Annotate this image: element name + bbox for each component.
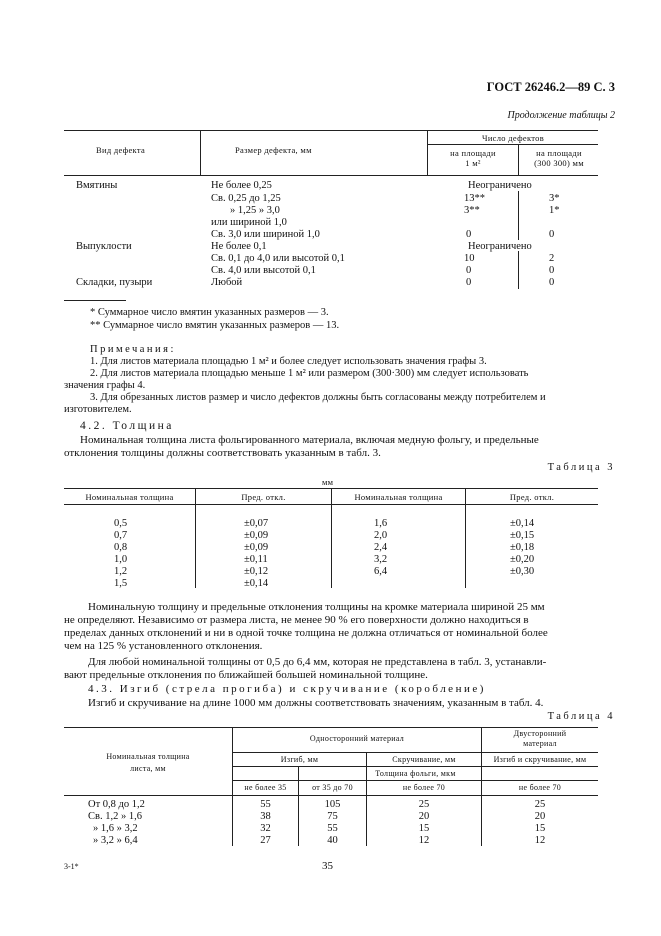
defect-size: Любой [211, 277, 243, 288]
defect-size: или шириной 1,0 [211, 217, 287, 228]
thickness-value: 3,2 [374, 554, 388, 565]
defect-count: 1* [549, 205, 560, 216]
tolerance-value: ±0,15 [510, 530, 535, 541]
tolerance-value: ±0,30 [510, 566, 535, 577]
thickness-value: 0,7 [114, 530, 128, 541]
defect-count-unlimited: Неограничено [468, 241, 532, 252]
row-thickness-range: » 3,2 » 6,4 [93, 835, 138, 846]
th-defect-size: Размер дефекта, мм [235, 145, 312, 155]
defect-count: 0 [466, 265, 472, 276]
section-4-3-heading: 4.3. Изгиб (стрела прогиба) и скручивание (коробление) [88, 683, 486, 695]
rule [331, 488, 332, 588]
defect-count: 3** [464, 205, 480, 216]
section-4-2-text-cont: отклонения толщины должны соответствовать указанным в табл. 3. [64, 447, 381, 459]
thickness-paragraph-2-line: вают предельные отклонения по ближайшей большей номинальной толщине. [64, 669, 428, 681]
th-two-sided-material-cont: материал [523, 739, 557, 748]
defect-size: Не более 0,1 [211, 241, 267, 252]
defect-size: Св. 0,25 до 1,25 [211, 193, 281, 204]
footnote-rule [64, 300, 126, 301]
th-area-300-unit: (300 300) мм [534, 158, 584, 168]
rule [232, 780, 598, 781]
th-nominal-thickness: Номинальная толщина [85, 492, 174, 502]
th-area-300: на площади [536, 148, 582, 158]
defect-type-folds: Складки, пузыри [76, 277, 153, 288]
tolerance-value: ±0,09 [244, 542, 269, 553]
bend-value: 105 [324, 799, 341, 810]
rule [195, 488, 196, 588]
th-one-sided-material: Односторонний материал [309, 734, 405, 743]
row-thickness-range: От 0,8 до 1,2 [88, 799, 145, 810]
th-area-1m2-unit: 1 м² [465, 158, 481, 168]
rule [465, 488, 466, 588]
note-2-cont: значения графы 4. [64, 380, 146, 391]
rule [427, 144, 598, 145]
tolerance-value: ±0,14 [244, 578, 269, 589]
thickness-paragraph-line: не определяют. Независимо от размера листа, не менее 90 % его поверхности должно находиться в [64, 614, 529, 626]
table-continuation-label: Продолжение таблицы 2 [507, 110, 615, 121]
note-1: 1. Для листов материала площадью 1 м² и более следует использовать значения графы 3. [90, 356, 487, 367]
tolerance-value: ±0,09 [244, 530, 269, 541]
section-4-3-text: Изгиб и скручивание на длине 1000 мм должны соответствовать значениям, указанным в табл. 4. [88, 697, 544, 709]
defect-size: » 1,25 » 3,0 [230, 205, 280, 216]
defect-size: Не более 0,25 [211, 180, 272, 191]
bend-value: 38 [260, 811, 271, 822]
tolerance-value: ±0,12 [244, 566, 269, 577]
twist-value: 25 [418, 799, 430, 810]
twist-value: 20 [418, 811, 430, 822]
rule [518, 191, 519, 240]
rule [518, 251, 519, 289]
tolerance-value: ±0,20 [510, 554, 535, 565]
bend-value: 55 [260, 799, 271, 810]
defect-size: Св. 4,0 или высотой 0,1 [211, 265, 316, 276]
page-number: 35 [322, 860, 333, 872]
thickness-value: 0,5 [114, 518, 128, 529]
rule [232, 752, 598, 753]
th-nominal-thickness: Номинальная толщина [106, 752, 190, 761]
th-defect-type: Вид дефекта [96, 145, 146, 155]
defect-count: 0 [549, 277, 555, 288]
notes-title: Примечания: [90, 344, 176, 355]
tolerance-value: ±0,11 [244, 554, 268, 565]
th-twist: Скручивание, мм [392, 755, 456, 764]
twist-value: 12 [418, 835, 430, 846]
defect-count: 0 [466, 229, 472, 240]
th-bend-and-twist: Изгиб и скручивание, мм [493, 755, 587, 764]
note-2: 2. Для листов материала площадью меньше 1 м² или размером (300·300) мм следует использовать [90, 368, 529, 379]
footnote-1: * Суммарное число вмятин указанных размеров — 3. [90, 307, 329, 318]
rule [64, 727, 598, 728]
thickness-column-left [114, 518, 144, 590]
th-foil-le-70: не более 70 [402, 783, 446, 792]
bend-value: 32 [260, 823, 271, 834]
bend-value: 27 [260, 835, 271, 846]
table-3-unit: мм [322, 477, 334, 487]
th-foil-thickness: Толщина фольги, мкм [375, 769, 456, 778]
bend-twist-value: 20 [534, 811, 546, 822]
defect-count: 13** [464, 193, 485, 204]
defect-count: 3* [549, 193, 560, 204]
thickness-value: 6,4 [374, 566, 388, 577]
table-4-label: Таблица 4 [547, 711, 615, 722]
tolerance-column-right [510, 518, 550, 578]
page-header: ГОСТ 26246.2—89 С. 3 [486, 80, 615, 94]
row-thickness-range: Св. 1,2 » 1,6 [88, 811, 142, 822]
footer-mark: 3-1* [64, 862, 79, 871]
th-bend: Изгиб, мм [280, 755, 319, 764]
defect-count: 2 [549, 253, 555, 264]
rule [232, 766, 598, 767]
thickness-paragraph-line: пределах данных отклонений и ни в одной точке толщина не должна отличаться от номинальной более [64, 627, 548, 639]
defect-count: 0 [549, 265, 555, 276]
tolerance-value: ±0,18 [510, 542, 535, 553]
thickness-column-right [374, 518, 404, 578]
tolerance-value: ±0,14 [510, 518, 535, 529]
rule [518, 144, 519, 175]
rule [64, 130, 598, 131]
footnote-2: ** Суммарное число вмятин указанных размеров — 13. [90, 320, 340, 331]
thickness-value: 1,2 [114, 566, 128, 577]
bend-value: 75 [327, 811, 338, 822]
bend-value: 55 [327, 823, 338, 834]
section-4-2-heading: 4.2. Толщина [80, 420, 174, 432]
bend-twist-value: 12 [534, 835, 546, 846]
th-tolerance: Пред. откл. [241, 492, 286, 502]
th-nominal-thickness: Номинальная толщина [354, 492, 443, 502]
bend-twist-value: 25 [534, 799, 546, 810]
th-tolerance: Пред. откл. [509, 492, 555, 502]
th-foil-le-35: не более 35 [244, 783, 287, 792]
th-nominal-thickness-unit: листа, мм [130, 764, 166, 773]
thickness-value: 2,4 [374, 542, 388, 553]
th-foil-le-70: не более 70 [518, 783, 562, 792]
note-3-cont: изготовителем. [64, 404, 132, 415]
defect-type-bulges: Выпуклости [76, 241, 132, 252]
rule [64, 795, 598, 796]
twist-value: 15 [418, 823, 430, 834]
table-3-label: Таблица 3 [547, 462, 615, 473]
thickness-paragraph-line: чем на 125 % установленного отклонения. [64, 640, 263, 652]
thickness-value: 2,0 [374, 530, 388, 541]
tolerance-value: ±0,07 [244, 518, 269, 529]
defect-count: 0 [466, 277, 472, 288]
section-4-2-text: Номинальная толщина листа фольгированного материала, включая медную фольгу, и предельные [80, 434, 539, 446]
thickness-value: 0,8 [114, 542, 128, 553]
defect-count: 10 [464, 253, 475, 264]
th-foil-35-70: от 35 до 70 [312, 783, 353, 792]
tolerance-column-left [244, 518, 284, 590]
note-3: 3. Для обрезанных листов размер и число дефектов должны быть согласованы между потребителем и [90, 392, 546, 403]
rule [64, 175, 598, 176]
th-defect-count: Число дефектов [482, 133, 545, 143]
thickness-paragraph-2: Для любой номинальной толщины от 0,5 до 6,4 мм, которая не представлена в табл. 3, устанавли- [88, 656, 547, 668]
defect-count: 0 [549, 229, 555, 240]
defect-size: Св. 3,0 или шириной 1,0 [211, 229, 320, 240]
defect-type-dents: Вмятины [76, 180, 118, 191]
bend-value: 40 [327, 835, 338, 846]
rule [200, 130, 201, 175]
defect-size: Св. 0,1 до 4,0 или высотой 0,1 [211, 253, 345, 264]
row-thickness-range: » 1,6 » 3,2 [93, 823, 138, 834]
rule [427, 130, 428, 175]
bend-twist-value: 15 [534, 823, 546, 834]
thickness-paragraph: Номинальную толщину и предельные отклонения толщины на кромке материала шириной 25 мм [88, 601, 545, 613]
th-area-1m2: на площади [450, 148, 496, 158]
thickness-value: 1,5 [114, 578, 128, 589]
thickness-value: 1,0 [114, 554, 128, 565]
thickness-value: 1,6 [374, 518, 388, 529]
defect-count-unlimited: Неограничено [468, 180, 532, 191]
th-two-sided-material: Двусторонний [513, 729, 567, 738]
